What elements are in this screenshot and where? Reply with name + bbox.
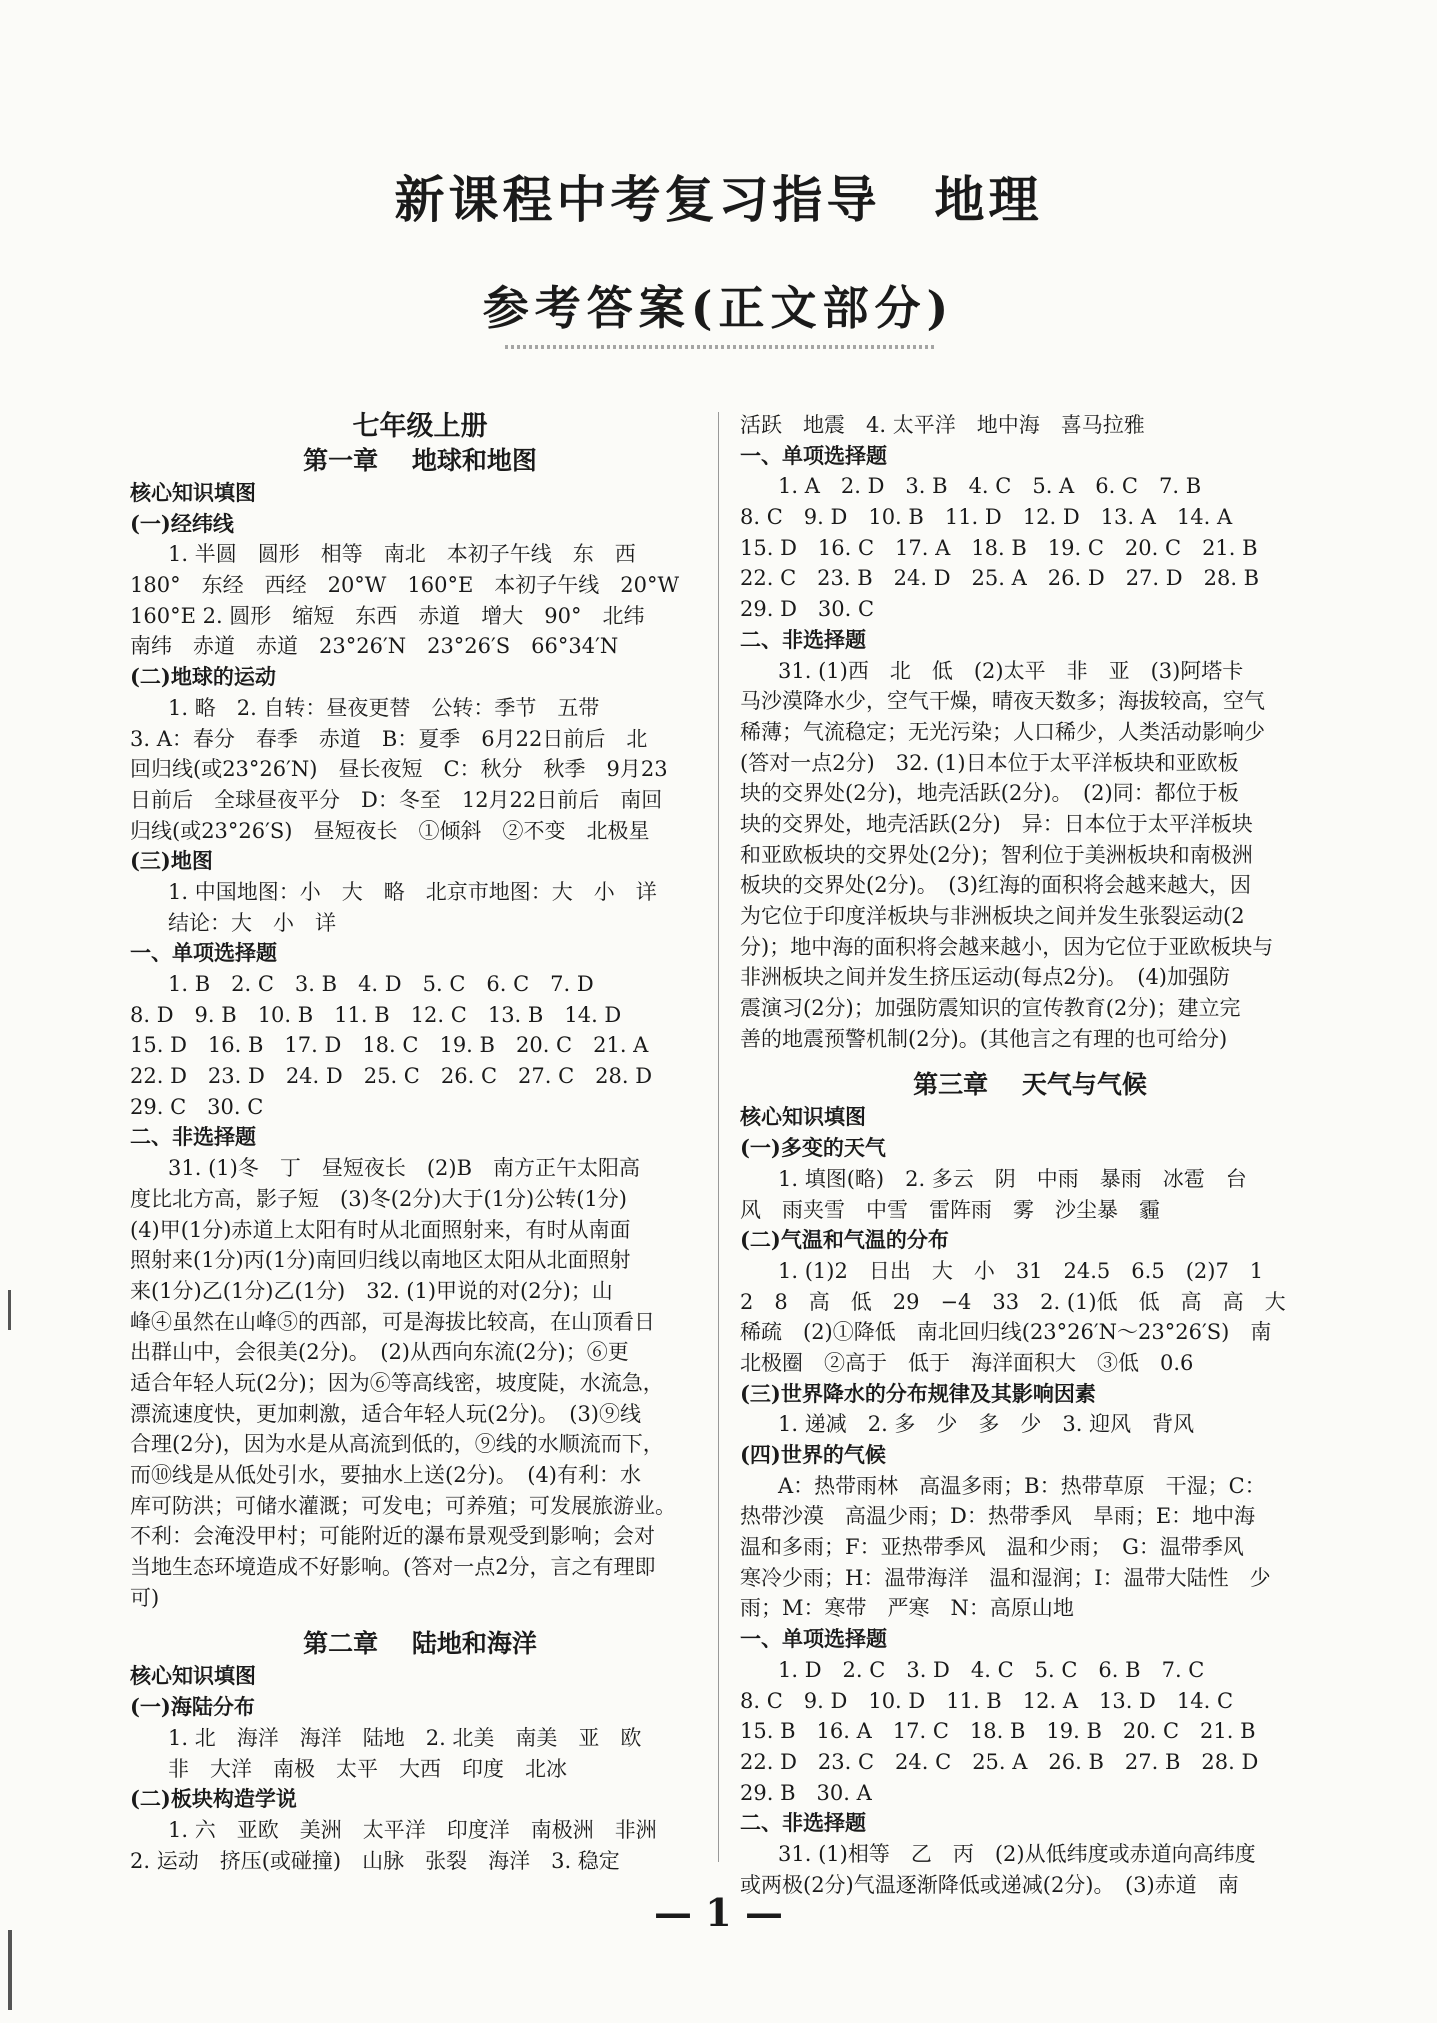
answer-line: 29. C 30. C [130,1094,264,1119]
section-heading: 二、非选择题 [740,1810,866,1836]
answer-line: 照射来(1分)丙(1分)南回归线以南地区太阳从北面照射 [130,1248,631,1273]
answer-line: 31. (1)西 北 低 (2)太平 非 亚 (3)阿塔卡 [778,658,1244,683]
subsection-heading: (一)海陆分布 [130,1694,255,1720]
subsection-heading: (二)板块构造学说 [130,1786,297,1812]
subsection-heading: (二)气温和气温的分布 [740,1227,949,1253]
answer-line: 出群山中，会很美(2分)。 (2)从西向东流(2分)；⑥更 [130,1340,629,1365]
column-divider [718,412,719,1862]
answer-line: 1. 六 亚欧 美洲 太平洋 印度洋 南极洲 非洲 [168,1817,657,1842]
answer-line: 而⑩线是从低处引水，要抽水上送(2分)。 (4)有利：水 [130,1463,641,1487]
answer-line: 22. C 23. B 24. D 25. A 26. D 27. D 28. B [740,566,1260,591]
subsection-heading: (一)多变的天气 [740,1135,886,1161]
section-heading: 一、单项选择题 [130,940,277,966]
answer-line: 31. (1)相等 乙 丙 (2)从低纬度或赤道向高纬度 [778,1841,1256,1866]
answer-line: 8. D 9. B 10. B 11. B 12. C 13. B 14. D [130,1002,622,1027]
subsection-heading: (四)世界的气候 [740,1442,886,1467]
chapter-3-heading: 第三章 天气与气候 [913,1070,1147,1100]
answer-line: 度比北方高，影子短 (3)冬(2分)大于(1分)公转(1分) [130,1186,627,1211]
section-heading: 二、非选择题 [740,626,866,652]
answer-line: 可) [130,1585,160,1610]
section-heading: 核心知识填图 [130,480,256,505]
scan-edge-mark [8,1930,12,2010]
answer-line: 归线(或23°26′S) 昼短夜长 ①倾斜 ②不变 北极星 [130,818,650,843]
answer-line: 为它位于印度洋板块与非洲板块之间并发生张裂运动(2 [740,904,1245,928]
answer-line: 温和多雨；F：亚热带季风 温和少雨； G：温带季风 [740,1535,1244,1560]
page-title: 新课程中考复习指导 地理 [394,170,1043,229]
title-underline [505,345,935,349]
answer-line: 29. B 30. A [740,1780,872,1805]
answer-line: 或两极(2分)气温逐渐降低或递减(2分)。 (3)赤道 南 [740,1872,1239,1897]
section-heading: 一、单项选择题 [740,442,887,468]
subsection-heading: (三)世界降水的分布规律及其影响因素 [740,1380,1096,1406]
answer-line: 1. 略 2. 自转：昼夜更替 公转：季节 五带 [168,695,600,720]
page-subtitle: 参考答案(正文部分) [482,281,955,335]
right-column [740,410,1320,1900]
answer-line: 热带沙漠 高温少雨；D：热带季风 旱雨；E：地中海 [740,1504,1256,1529]
answer-line: 结论：大 小 详 [168,910,336,935]
answer-line: 南纬 赤道 赤道 23°26′N 23°26′S 66°34′N [130,634,619,659]
answer-line: 1. D 2. C 3. D 4. C 5. C 6. B 7. C [778,1657,1205,1682]
answer-line: 1. 半圆 圆形 相等 南北 本初子午线 东 西 [168,542,636,567]
answer-line: 合理(2分)，因为水是从高流到低的，⑨线的水顺流而下， [130,1432,664,1457]
answer-line: 22. D 23. D 24. D 25. C 26. C 27. C 28. D [130,1064,653,1089]
answer-line: A：热带雨林 高温多雨；B：热带草原 干湿；C： [778,1473,1266,1498]
answer-line: 峰④虽然在山峰⑤的西部，可是海拔比较高，在山顶看日 [130,1309,655,1334]
answer-line: (4)甲(1分)赤道上太阳有时从北面照射来，有时从南面 [130,1217,631,1242]
answer-line: 1. 北 海洋 海洋 陆地 2. 北美 南美 亚 欧 [168,1725,642,1750]
section-heading: 核心知识填图 [740,1104,866,1130]
answer-line: 善的地震预警机制(2分)。(其他言之有理的也可给分) [740,1026,1228,1051]
scan-edge-mark [8,1290,11,1330]
chapter-2-heading: 第二章 陆地和海洋 [303,1629,537,1659]
section-heading: 一、单项选择题 [740,1626,887,1652]
answer-line: 1. 递减 2. 多 少 多 少 3. 迎风 背风 [778,1412,1195,1437]
answer-line: 马沙漠降水少，空气干燥，晴夜天数多；海拔较高，空气 [740,689,1265,714]
answer-line: 8. C 9. D 10. B 11. D 12. D 13. A 14. A [740,505,1233,530]
grade-heading: 七年级上册 [352,411,488,442]
answer-line: 非 大洋 南极 太平 大西 印度 北冰 [168,1756,567,1781]
answer-line: 22. D 23. C 24. C 25. A 26. B 27. B 28. D [740,1749,1259,1774]
answer-line: 震演习(2分)；加强防震知识的宣传教育(2分)；建立完 [740,996,1241,1021]
answer-line: 漂流速度快，更加刺激，适合年轻人玩(2分)。 (3)⑨线 [130,1401,641,1426]
answer-line: 2 8 高 低 29 −4 33 2. (1)低 低 高 高 大 [740,1289,1286,1314]
answer-line: 15. B 16. A 17. C 18. B 19. B 20. C 21. B [740,1719,1256,1744]
answer-line: 15. D 16. C 17. A 18. B 19. C 20. C 21. B [740,535,1258,560]
answer-line: 块的交界处(2分)，地壳活跃(2分)。 (2)同：都位于板 [740,781,1239,806]
answer-line: 1. 中国地图：小 大 略 北京市地图：大 小 详 [168,879,657,904]
subsection-heading: (二)地球的运动 [130,664,276,690]
answer-line: 寒冷少雨；H：温带海洋 温和湿润；I：温带大陆性 少 [740,1565,1271,1590]
answer-line: 雨；M：寒带 严寒 N：高原山地 [740,1596,1074,1621]
answer-line: 180° 东经 西经 20°W 160°E 本初子午线 20°W [130,573,680,598]
answer-line: 8. C 9. D 10. D 11. B 12. A 13. D 14. C [740,1688,1234,1713]
answer-line: 板块的交界处(2分)。 (3)红海的面积将会越来越大，因 [740,873,1251,898]
answer-line: 稀薄；气流稳定；无光污染；人口稀少，人类活动影响少 [740,719,1265,744]
answer-line: 非洲板块之间并发生挤压运动(每点2分)。 (4)加强防 [740,965,1230,990]
answer-line: 块的交界处，地壳活跃(2分) 异：日本位于太平洋板块 [740,811,1253,836]
answer-line: 活跃 地震 4. 太平洋 地中海 喜马拉雅 [740,413,1145,437]
answer-line: 北极圈 ②高于 低于 海洋面积大 ③低 0.6 [740,1350,1194,1375]
answer-line: 15. D 16. B 17. D 18. C 19. B 20. C 21. A [130,1033,649,1058]
subsection-heading: (三)地图 [130,848,213,874]
section-heading: 二、非选择题 [130,1124,256,1150]
answer-line: 29. D 30. C [740,597,875,622]
answer-line: 来(1分)乙(1分)乙(1分) 32. (1)甲说的对(2分)；山 [130,1278,613,1303]
answer-line: 库可防洪；可储水灌溉；可发电；可养殖；可发展旅游业。 [130,1493,676,1518]
answer-line: 1. A 2. D 3. B 4. C 5. A 6. C 7. B [778,474,1202,499]
answer-line: 稀疏 (2)①降低 南北回归线(23°26′N～23°26′S) 南 [740,1320,1272,1345]
chapter-1-heading: 第一章 地球和地图 [303,446,537,475]
answer-line: 1. (1)2 日出 大 小 31 24.5 6.5 (2)7 1 [778,1258,1264,1283]
answer-line: 1. B 2. C 3. B 4. D 5. C 6. C 7. D [168,972,594,996]
answer-line: 160°E 2. 圆形 缩短 东西 赤道 增大 90° 北纬 [130,603,645,628]
page-number: — 1 — [654,1890,783,1935]
answer-line: 适合年轻人玩(2分)；因为⑥等高线密，坡度陡，水流急， [130,1370,664,1395]
answer-line: 回归线(或23°26′N) 昼长夜短 C：秋分 秋季 9月23 [130,757,668,782]
answer-line: 日前后 全球昼夜平分 D：冬至 12月22日前后 南回 [130,787,663,812]
answer-line: 3. A：春分 春季 赤道 B：夏季 6月22日前后 北 [130,726,648,751]
answer-line: 1. 填图(略) 2. 多云 阴 中雨 暴雨 冰雹 台 [778,1166,1247,1191]
section-heading: 核心知识填图 [130,1663,256,1689]
subsection-heading: (一)经纬线 [130,510,234,536]
answer-line: 分)；地中海的面积将会越来越小，因为它位于亚欧板块与 [740,934,1274,959]
answer-line: (答对一点2分) 32. (1)日本位于太平洋板块和亚欧板 [740,750,1239,775]
answer-line: 和亚欧板块的交界处(2分)；智利位于美洲板块和南极洲 [740,842,1253,867]
answer-line: 31. (1)冬 丁 昼短夜长 (2)B 南方正午太阳高 [168,1156,640,1181]
answer-line: 当地生态环境造成不好影响。(答对一点2分，言之有理即 [130,1555,656,1580]
answer-line: 2. 运动 挤压(或碰撞) 山脉 张裂 海洋 3. 稳定 [130,1848,620,1873]
left-column [130,410,710,1876]
answer-line: 风 雨夹雪 中雪 雷阵雨 雾 沙尘暴 霾 [740,1197,1160,1222]
answer-line: 不利：会淹没甲村；可能附近的瀑布景观受到影响；会对 [130,1524,655,1549]
